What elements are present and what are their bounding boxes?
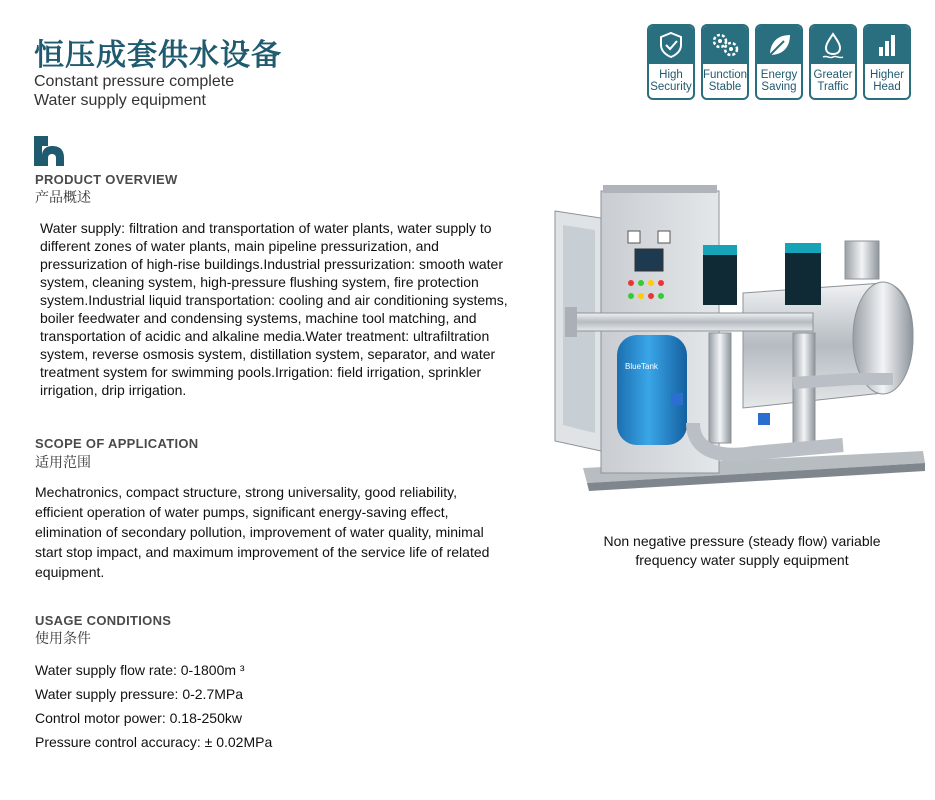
badge-label: Function Stable (702, 69, 748, 93)
water-drop-icon (818, 30, 848, 60)
badge-label: High Security (650, 69, 692, 93)
badge-label: Higher Head (870, 69, 904, 93)
overview-text: Water supply: filtration and transportation of water plants, water supply to different zones of water plants, main pipeline pressurization, and pressurization of high-rise buildings.Industrial pressurization: smooth water system, cleaning system, high-pressure flushing system, fire protection system.Industrial liquid transportation: cooling and air conditioning systems, boiler feedwater and condensing systems, machine tool matching, and transportation of acidic and alkaline media.Water treatment: ultrafiltration system, reverse osmosis system, distillation system, separator, and water treatment system for swimming pools.Irrigation: field irrigation, sprinkler irrigation, drip irrigation. (40, 220, 508, 398)
usage-heading: USAGE CONDITIONS (35, 613, 172, 628)
blue-pressure-tank (617, 335, 687, 445)
scope-heading-cn: 适用范围 (35, 455, 91, 471)
brand-logo (34, 136, 64, 166)
badge-label: Greater Traffic (813, 69, 853, 93)
product-caption: Non negative pressure (steady flow) variable frequency water supply equipment (603, 533, 881, 568)
overview-heading-cn: 产品概述 (35, 190, 91, 206)
tank-brand-text: BlueTank (625, 362, 658, 371)
shield-icon (656, 30, 686, 60)
usage-list (35, 658, 272, 754)
product-image (553, 183, 929, 503)
scope-heading: SCOPE OF APPLICATION (35, 436, 199, 451)
gears-icon (709, 30, 741, 60)
page-subtitle (34, 72, 234, 110)
feature-badges (647, 24, 911, 100)
badge-energy-saving (755, 24, 803, 100)
header-pipe (573, 313, 813, 331)
scope-text: Mechatronics, compact structure, strong universality, good reliability, efficient operation of water pumps, significant energy-saving effect, elimination of secondary pollution, improvement of water quality, minimal start stop impact, and maximum improvement of the service life of related equipment. (35, 484, 490, 580)
page-title: 恒压成套供水设备 (34, 38, 282, 73)
usage-item: Pressure control accuracy: ± 0.02MPa (35, 734, 273, 750)
leaf-icon (764, 30, 794, 60)
badge-function-stable (701, 24, 749, 100)
subtitle-line-2: Water supply equipment (34, 92, 206, 109)
badge-greater-traffic (809, 24, 857, 100)
badge-high-security (647, 24, 695, 100)
subtitle-line-1: Constant pressure complete (34, 73, 235, 90)
usage-item: Water supply flow rate: 0-1800m ³ (35, 662, 245, 678)
usage-item: Water supply pressure: 0-2.7MPa (35, 686, 244, 702)
badge-higher-head (863, 24, 911, 100)
usage-heading-cn: 使用条件 (35, 631, 91, 647)
badge-label: Energy Saving (760, 69, 798, 93)
usage-item: Control motor power: 0.18-250kw (35, 710, 242, 726)
bar-chart-icon (872, 30, 902, 60)
overview-heading: PRODUCT OVERVIEW (35, 172, 178, 187)
